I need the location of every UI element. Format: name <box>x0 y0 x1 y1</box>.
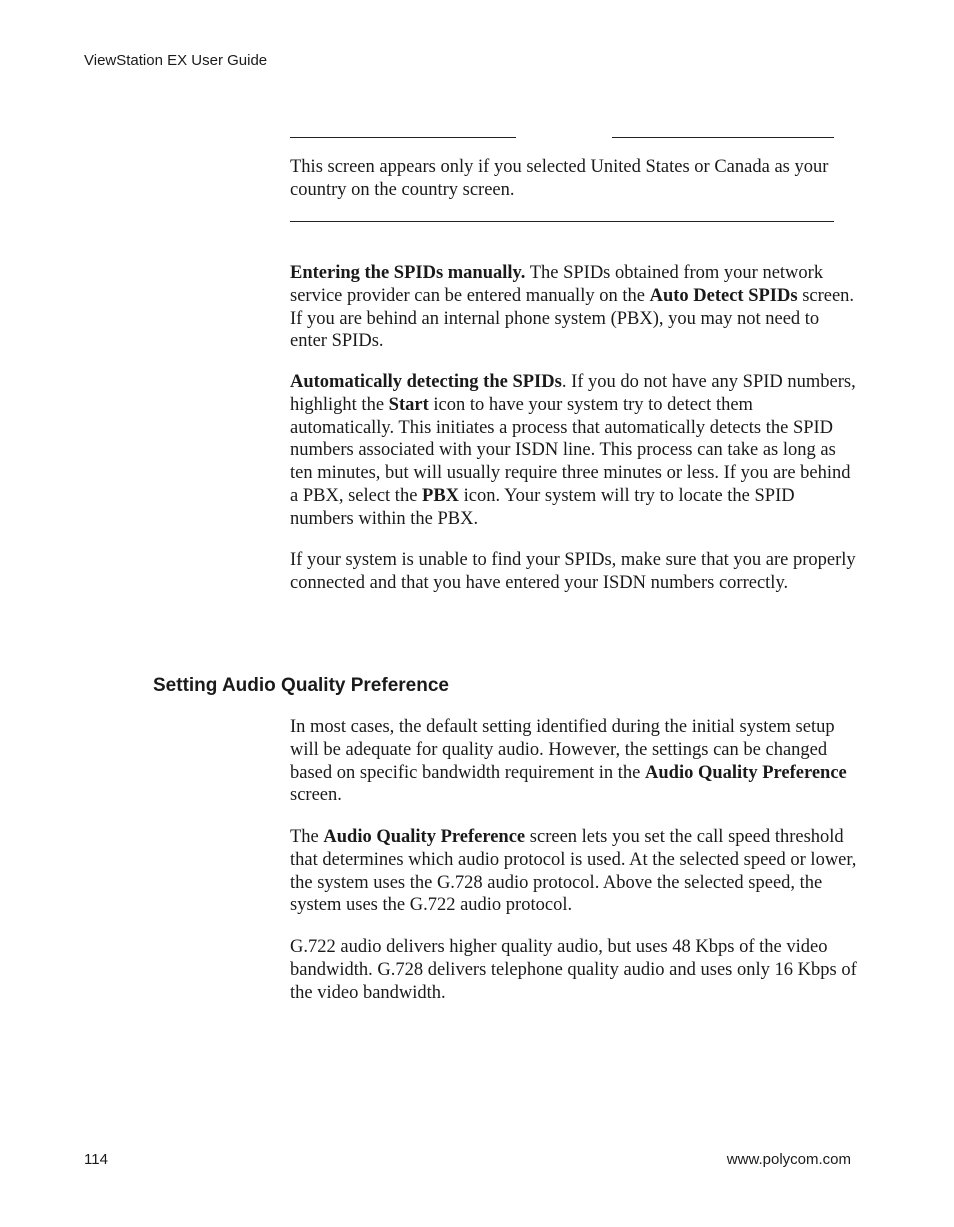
paragraph-audio-threshold: The Audio Quality Preference screen lets you set the call speed threshold that determines which audio protocol is used. At the selected speed or lower, the system uses the G.728 audio protocol. Above the selected speed, the system uses the G.722 audio protocol. <box>290 827 857 916</box>
run-in-heading: Automatically detecting the SPIDs <box>290 372 562 392</box>
note-top-rule-left <box>290 137 516 138</box>
screen-name: Audio Quality Preference <box>645 762 847 783</box>
run-in-heading: Entering the SPIDs manually. <box>290 263 526 283</box>
screen-name: Auto Detect SPIDs <box>649 285 798 306</box>
page-number: 114 <box>84 1151 108 1168</box>
paragraph-entering-spids: Entering the SPIDs manually. The SPIDs obtained from your network service provider can be entered manually on the Auto Detect SPIDs screen. If you are behind an internal phone system (PBX), you may not need to enter SPIDs. <box>290 263 855 352</box>
screen-name: Audio Quality Preference <box>323 827 526 847</box>
paragraph-audio-protocols: G.722 audio delivers higher quality audio, but uses 48 Kbps of the video bandwidth. G.728 delivers telephone quality audio and uses only 16 Kbps of the video bandwidth. <box>290 937 857 1003</box>
footer-url: www.polycom.com <box>726 1151 851 1168</box>
section-heading: Setting Audio Quality Preference <box>153 675 449 696</box>
paragraph-audio-intro: In most cases, the default setting identified during the initial system setup will be adequate for quality audio. However, the settings can be changed based on specific bandwidth requirement in the Audio Quality Preference screen. <box>290 717 847 806</box>
paragraph-auto-detect-spids: Automatically detecting the SPIDs. If you do not have any SPID numbers, highlight the Start icon to have your system try to detect them automatically. This initiates a process that automatically detects the SPID numbers associated with your ISDN line. This process can take as long as ten minutes, but will usually require three minutes or less. If you are behind a PBX, select the PBX icon. Your system will try to locate the SPID numbers within the PBX. <box>290 372 856 529</box>
note-text: This screen appears only if you selected United States or Canada as your country on the country screen. <box>290 157 829 200</box>
icon-name-start: Start <box>388 394 429 415</box>
icon-name-pbx: PBX <box>422 485 460 506</box>
paragraph-spids-troubleshoot: If your system is unable to find your SPIDs, make sure that you are properly connected and that you have entered your ISDN numbers correctly. <box>290 550 856 593</box>
note-bottom-rule <box>290 221 834 222</box>
note-top-rule-right <box>612 137 834 138</box>
running-header: ViewStation EX User Guide <box>84 52 268 69</box>
